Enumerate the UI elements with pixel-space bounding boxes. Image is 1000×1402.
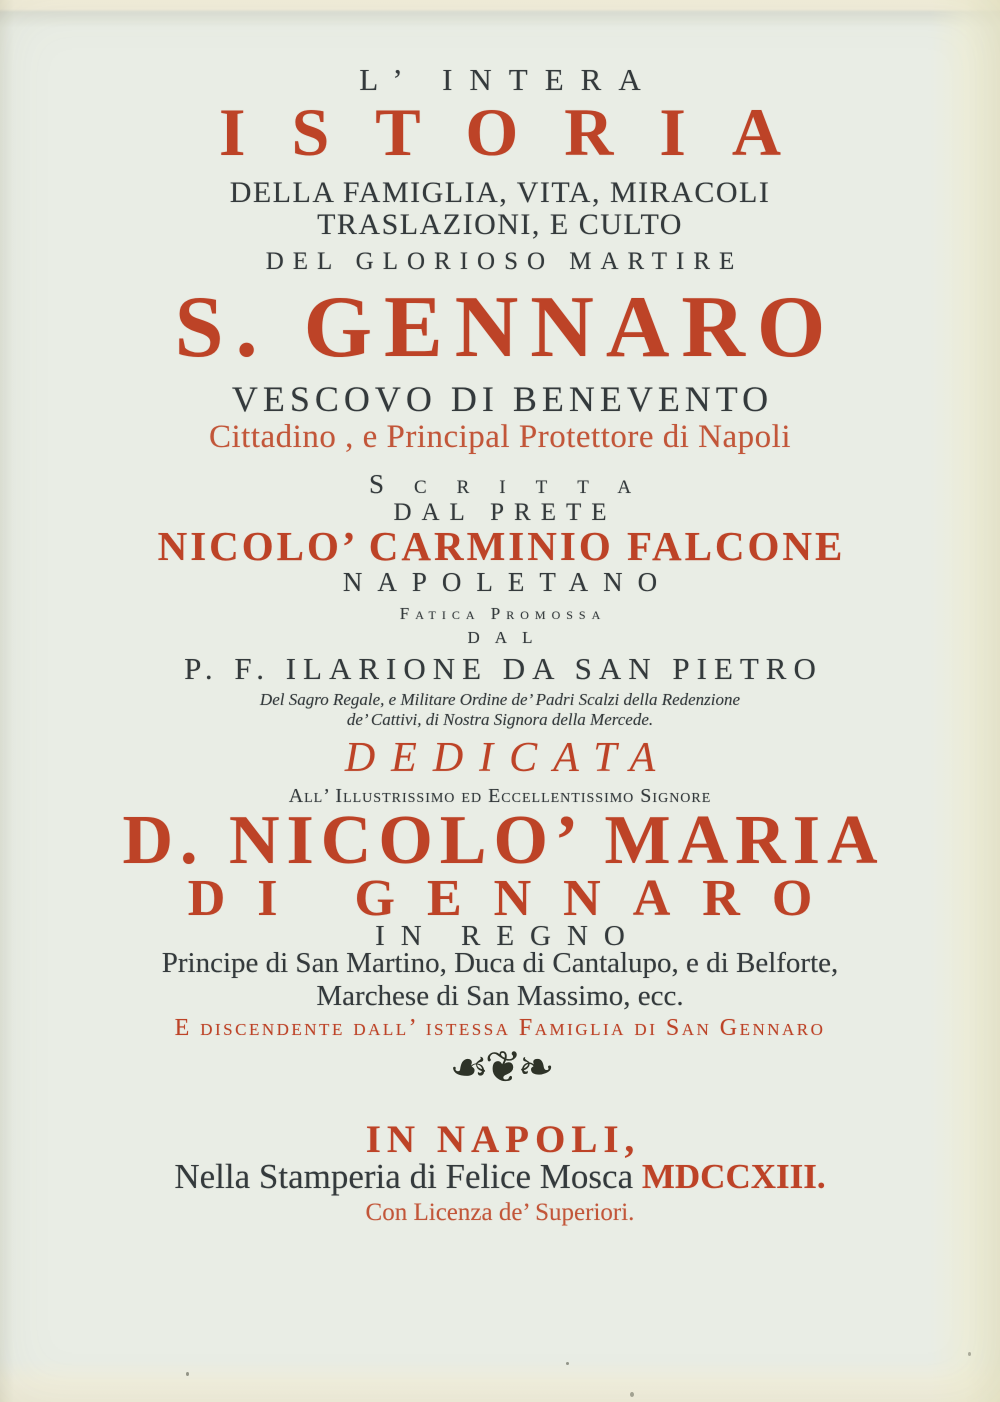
ink-speck (968, 1352, 971, 1356)
titles-line-1: Principe di San Martino, Duca di Cantalupo, e di Belforte, (161, 947, 839, 979)
imprint-license: Con Licenza de’ Superiori. (365, 1199, 635, 1226)
imprint-place: IN NAPOLI, (365, 1118, 641, 1161)
bishop-line: VESCOVO DI BENEVENTO (231, 379, 774, 419)
saint-name: S. GENNARO (174, 279, 838, 376)
fleuron-ornament-icon: ☙❦❧ (449, 1043, 551, 1092)
imprint-year: MDCCXIII. (641, 1157, 826, 1196)
martyr-line: DEL GLORIOSO MARTIRE (265, 248, 744, 275)
order-line-1: Del Sagro Regale, e Militare Ordine de’ Padri Scalzi della Redenzione (259, 690, 741, 709)
dedicatee-name-line-1: D. NICOLO’ MARIA (122, 802, 885, 879)
pretitle: L’ INTERA (359, 62, 658, 97)
honorific-line: All’ Illustrissimo ed Eccellentissimo Signore (288, 785, 712, 807)
written-label: Scritta (368, 469, 662, 499)
promoter-name: P. F. ILARIONE DA SAN PIETRO (184, 651, 823, 686)
subtitle-line-1: DELLA FAMIGLIA, VITA, MIRACOLI (229, 176, 771, 209)
realm-line: IN REGNO (375, 920, 641, 952)
subtitle-line-2: TRASLAZIONI, E CULTO (317, 208, 683, 241)
promoted-label: Fatica Promossa (399, 604, 607, 623)
by-label: DAL (467, 628, 548, 647)
ink-speck (186, 1372, 189, 1376)
author-origin: NAPOLETANO (342, 567, 673, 597)
ink-speck (630, 1392, 634, 1397)
order-line-2: de’ Cattivi, di Nostra Signora della Mercede. (346, 710, 654, 729)
titles-line-2: Marchese di San Massimo, ecc. (316, 980, 684, 1012)
by-priest-label: DAL PRETE (393, 499, 617, 526)
author-name: NICOLO’ CARMINIO FALCONE (157, 523, 846, 569)
imprint-printer-line (0, 1159, 1000, 1194)
main-title: ISTORIA (219, 94, 827, 170)
patron-line: Cittadino , e Principal Protettore di Napoli (209, 419, 791, 455)
dedicated-label: DEDICATA (344, 735, 672, 781)
dedicatee-name-line-2: DI GENNARO (187, 870, 845, 927)
printer-name: Nella Stamperia di Felice Mosca (174, 1157, 634, 1196)
descent-line: E discendente dall’ istessa Famiglia di San Gennaro (174, 1015, 826, 1041)
ink-speck (566, 1362, 569, 1365)
